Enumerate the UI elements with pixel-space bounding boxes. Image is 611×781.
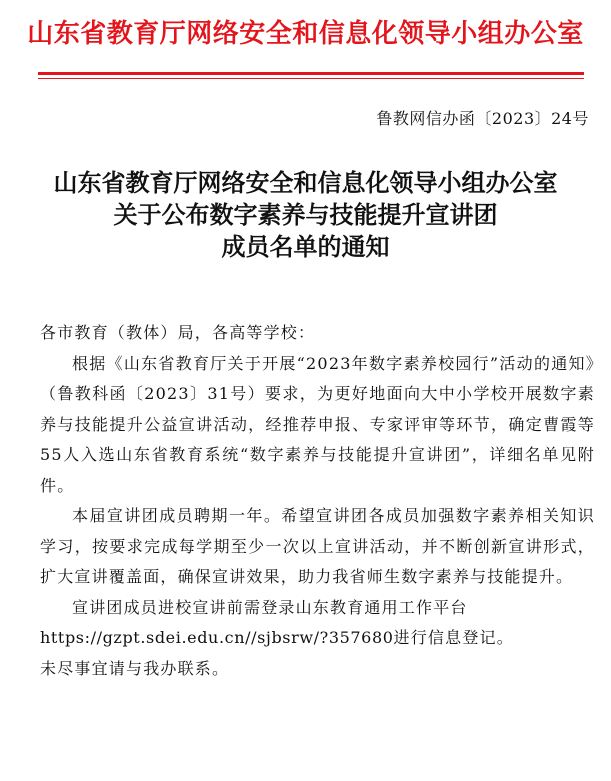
registration-url-suffix: 进行信息登记。 <box>393 628 514 647</box>
paragraph-requirements: 本届宣讲团成员聘期一年。希望宣讲团各成员加强数字素养相关知识学习，按要求完成每学期至少一次以上宣讲活动，并不断创新宣讲形式，扩大宣讲覆盖面，确保宣讲效果，助力我省师生数字素养与技能提升。 <box>40 506 595 586</box>
registration-url[interactable]: https://gzpt.sdei.edu.cn//sjbsrw/?357680 <box>40 628 394 647</box>
red-header-rule <box>38 72 584 75</box>
document-title-line: 山东省教育厅网络安全和信息化领导小组办公室 <box>53 168 558 197</box>
paragraph-registration-url-line <box>40 623 595 654</box>
document-number: 鲁教网信办函〔2023〕24号 <box>376 109 589 128</box>
paragraph-contact: 未尽事宜请与我办联系。 <box>40 658 230 678</box>
red-header-thin-rule <box>38 78 584 79</box>
document-title-line: 关于公布数字素养与技能提升宣讲团 <box>113 200 498 229</box>
salutation: 各市教育（教体）局，各高等学校： <box>40 323 316 342</box>
issuing-office-header: 山东省教育厅网络安全和信息化领导小组办公室 <box>27 19 584 49</box>
document-title-line: 成员名单的通知 <box>221 232 390 261</box>
paragraph-basis: 根据《山东省教育厅关于开展“2023年数字素养校园行”活动的通知》（鲁教科函〔2023〕31号）要求，为更好地面向大中小学校开展数字素养与技能提升公益宣讲活动，经推荐申报、专家评审等环节，确定曹霞等55人入选山东省教育系统“数字素养与技能提升宣讲团”，详细名单见附件。 <box>40 353 595 495</box>
document-title <box>20 167 591 263</box>
paragraph-registration-intro: 宣讲团成员进校宣讲前需登录山东教育通用工作平台 <box>72 597 468 617</box>
document-body <box>40 318 595 684</box>
